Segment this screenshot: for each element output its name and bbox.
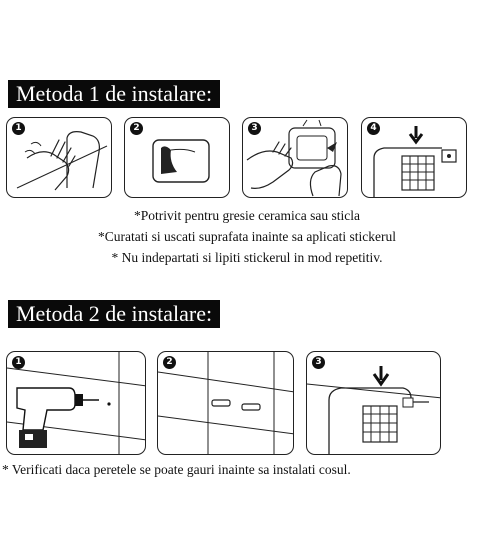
method-2-step-3-panel [306,351,441,455]
step-number-badge: 3 [312,356,325,369]
method-1-step-4-panel [361,117,467,198]
step-number-badge: 1 [12,122,25,135]
basket-screw-icon [307,352,441,455]
step-number-badge: 4 [367,122,380,135]
method-1-note-3: * Nu indepartati si lipiti stickerul in mod repetitiv. [111,250,383,265]
drill-icon [7,352,146,455]
method-1-step-2-panel [124,117,230,198]
method-2-title: Metoda 2 de instalare: [8,300,220,328]
step-number-badge: 1 [12,356,25,369]
method-1-note-1: *Potrivit pentru gresie ceramica sau sticla [133,208,361,223]
wall-plug-icon [158,352,294,455]
method-1-title: Metoda 1 de instalare: [8,80,220,108]
step-number-badge: 2 [130,122,143,135]
method-2-note: * Verificati daca peretele se poate gauri inainte sa instalati cosul. [2,462,351,477]
method-2-step-2-panel [157,351,294,455]
step-number-badge: 2 [163,356,176,369]
method-1-step-1-panel [6,117,112,198]
method-2-step-1-panel [6,351,146,455]
method-1-note-2: *Curatati si uscati suprafata inainte sa aplicati stickerul [97,229,397,244]
step-number-badge: 3 [248,122,261,135]
method-1-step-3-panel [242,117,348,198]
